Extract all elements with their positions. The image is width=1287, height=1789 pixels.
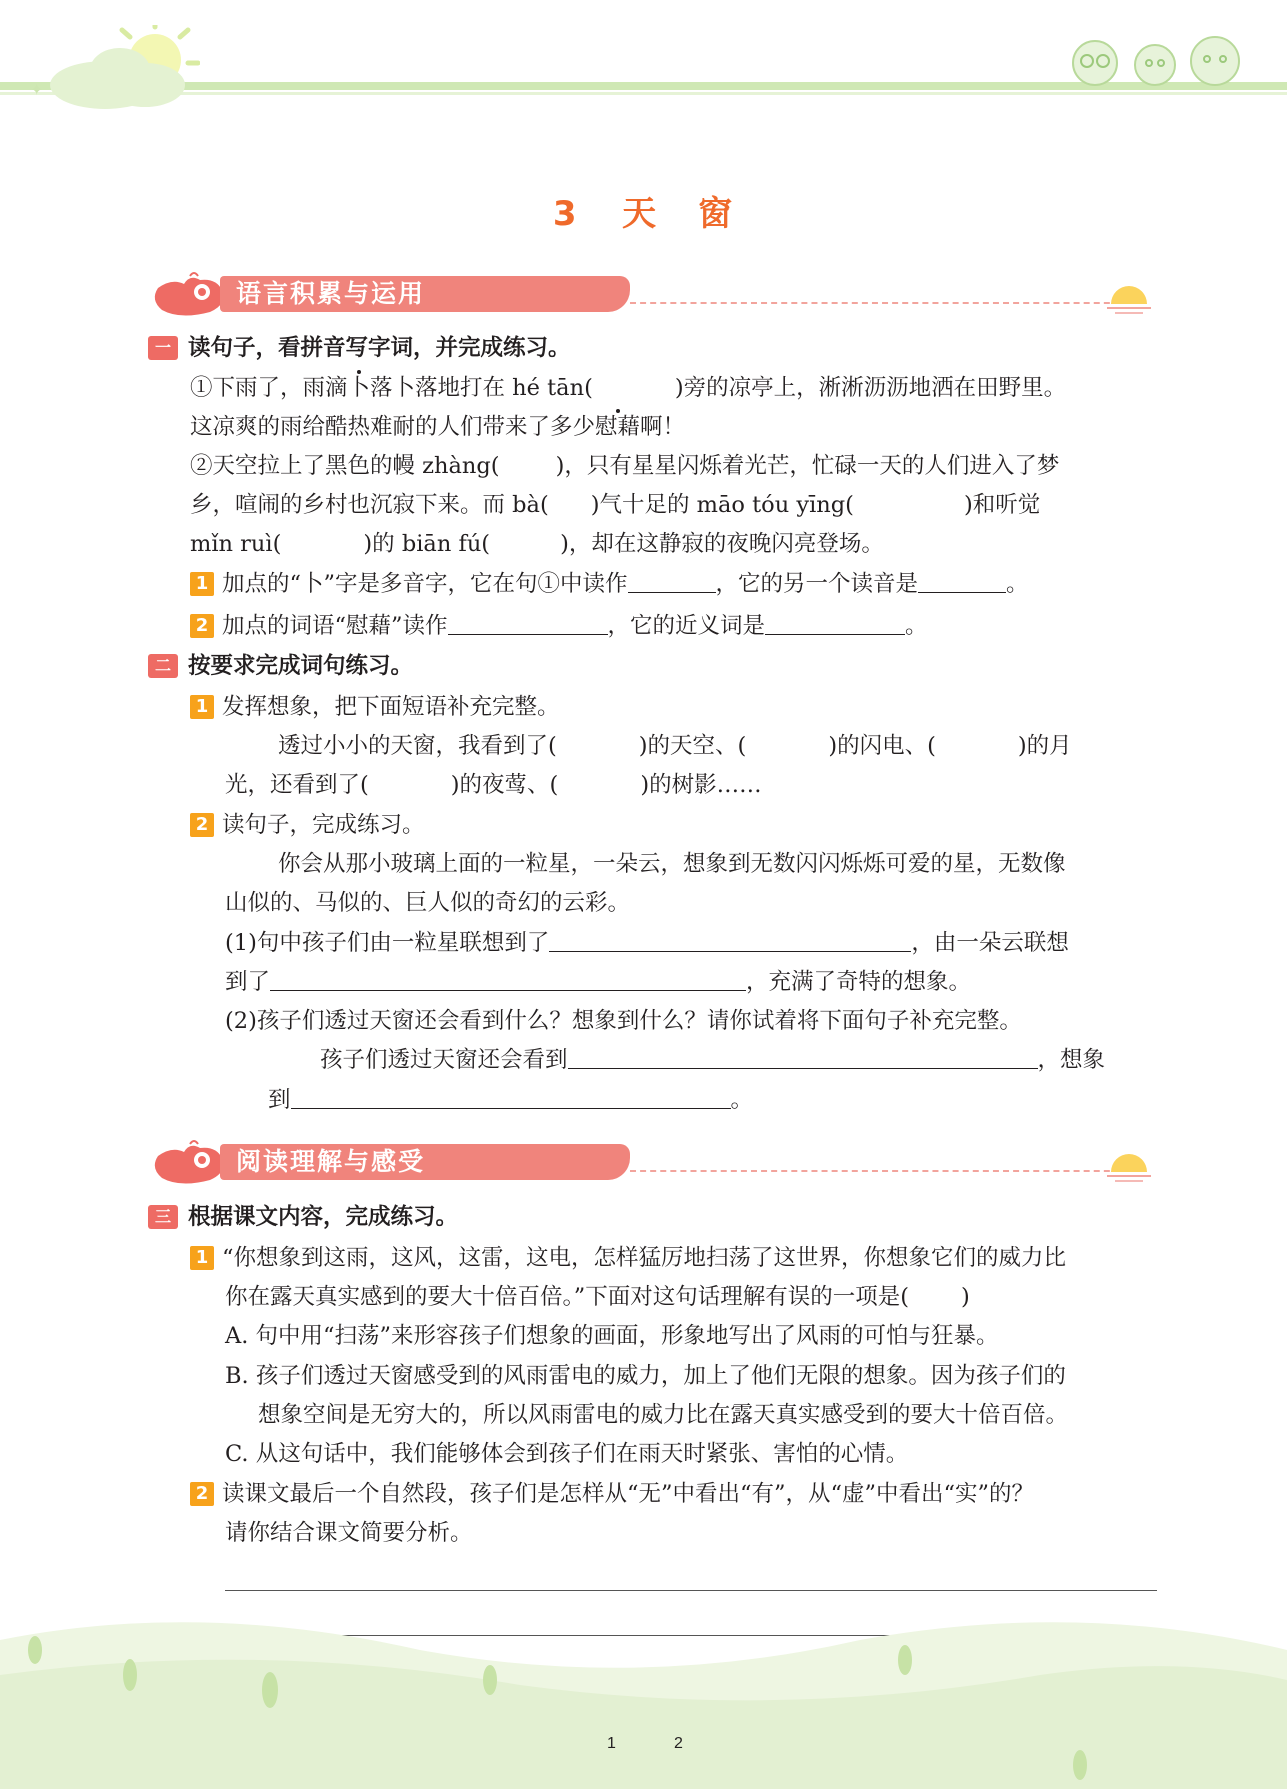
sunset-icon — [1105, 278, 1155, 318]
question-line: 你在露天真实感到的要大十倍百倍。”下面对这句话理解有误的一项是( ) — [225, 1284, 970, 1310]
exercise-line: 到 。 — [268, 1087, 754, 1113]
answer-blank[interactable] — [448, 614, 608, 635]
option-c[interactable]: C. 从这句话中，我们能够体会到孩子们在雨天时紧张、害怕的心情。 — [225, 1441, 909, 1467]
section-banner-2 — [150, 1138, 1160, 1194]
sub-number: 1 — [190, 1246, 214, 1270]
question-instruction: 根据课文内容，完成练习。 — [188, 1204, 459, 1230]
question-instruction: 读句子，看拼音写字词，并完成练习。 — [188, 335, 571, 361]
animal-faces-icon — [1055, 25, 1255, 90]
answer-blank[interactable] — [765, 614, 905, 635]
answer-blank[interactable] — [291, 1088, 731, 1109]
section-banner-1 — [150, 270, 1160, 326]
passage-line: ②天空拉上了黑色的幔 zhàng( )，只有星星闪烁着光芒，忙碌一天的人们进入了梦 — [190, 453, 1060, 479]
sub-number: 1 — [190, 695, 214, 719]
section-title-2: 阅读理解与感受 — [220, 1144, 630, 1180]
sub-number: 1 — [190, 572, 214, 596]
exercise-line: 光，还看到了( )的夜莺、( )的树影…… — [225, 772, 762, 798]
sub-question: 2 加点的词语“慰藉”读作 ，它的近义词是 。 — [190, 611, 928, 641]
whale-icon — [150, 270, 230, 322]
question-line: 请你结合课文简要分析。 — [225, 1520, 473, 1546]
sub-number: 2 — [190, 813, 214, 837]
question-1-header — [148, 333, 571, 363]
question-badge: 一 — [148, 336, 178, 360]
title-char-1: 天 — [622, 194, 659, 234]
sub-number: 2 — [190, 1482, 214, 1506]
sub-question: 1 加点的“卜”字是多音字，它在句①中读作 ，它的另一个读音是 。 — [190, 569, 1029, 599]
title-number: 3 — [552, 194, 579, 234]
sub-question: 2 读课文最后一个自然段，孩子们是怎样从“无”中看出“有”，从“虚”中看出“实”的？ — [190, 1479, 1034, 1509]
answer-blank[interactable] — [568, 1048, 1038, 1069]
passage-line: 这凉爽的雨给酷热难耐的人们带来了多少慰藉啊！ — [190, 414, 686, 440]
sub-question: 1 发挥想象，把下面短语补充完整。 — [190, 692, 560, 722]
banner-dash-line — [630, 1170, 1130, 1172]
exercise-line: 透过小小的天窗，我看到了( )的天空、( )的闪电、( )的月 — [278, 733, 1072, 759]
question-instruction: 按要求完成词句练习。 — [188, 653, 414, 679]
passage-line: mǐn ruì( )的 biān fú( )，却在这静寂的夜晚闪亮登场。 — [190, 531, 884, 557]
question-badge: 二 — [148, 654, 178, 678]
section-title-1: 语言积累与运用 — [220, 276, 630, 312]
option-a[interactable]: A. 句中用“扫荡”来形容孩子们想象的画面，形象地写出了风雨的可怕与狂暴。 — [225, 1323, 999, 1349]
svg-text:✦: ✦ — [30, 80, 44, 99]
answer-blank[interactable] — [549, 931, 911, 952]
page-number-left: 1 — [607, 1735, 616, 1752]
sunset-icon — [1105, 1146, 1155, 1186]
reading-line: 山似的、马似的、巨人似的奇幻的云彩。 — [225, 890, 631, 916]
option-b[interactable]: B. 孩子们透过天窗感受到的风雨雷电的威力，加上了他们无限的想象。因为孩子们的 — [225, 1363, 1066, 1389]
exercise-line: 到了 ，充满了奇特的想象。 — [225, 969, 972, 995]
exercise-line: 孩子们透过天窗还会看到 ，想象 — [320, 1047, 1106, 1073]
banner-dash-line — [630, 302, 1130, 304]
question-3-header — [148, 1202, 458, 1232]
question-2-header — [148, 651, 413, 681]
sub-question: 1 “你想象到这雨，这风，这雷，这电，怎样猛厉地扫荡了这世界，你想象它们的威力比 — [190, 1243, 1066, 1273]
reading-line: 你会从那小玻璃上面的一粒星，一朵云，想象到无数闪闪烁烁可爱的星，无数像 — [278, 851, 1066, 877]
passage-line: ①下雨了，雨滴卜落卜落地打在 hé tān( )旁的凉亭上，淅淅沥沥地洒在田野里。 — [190, 375, 1067, 401]
answer-blank[interactable] — [628, 572, 716, 593]
title-char-2: 窗 — [698, 194, 735, 234]
exercise-line: (1)句中孩子们由一粒星联想到了 ，由一朵云联想 — [225, 930, 1069, 956]
exercise-line: (2)孩子们透过天窗还会看到什么？想象到什么？请你试着将下面句子补充完整。 — [225, 1008, 1022, 1034]
hills-footer-icon — [0, 1580, 1287, 1789]
sun-cloud-icon — [20, 25, 200, 110]
whale-icon — [150, 1138, 230, 1190]
answer-blank[interactable] — [270, 970, 746, 991]
page-number-right: 2 — [674, 1735, 683, 1752]
answer-blank[interactable] — [918, 572, 1006, 593]
passage-line: 乡，喧闹的乡村也沉寂下来。而 bà( )气十足的 māo tóu yīng( )和听觉 — [190, 492, 1041, 518]
option-b-cont: 想象空间是无穷大的，所以风雨雷电的威力比在露天真实感受到的要大十倍百倍。 — [258, 1402, 1069, 1428]
question-badge: 三 — [148, 1205, 178, 1229]
page-title — [0, 186, 1287, 235]
sub-number: 2 — [190, 614, 214, 638]
sub-question: 2 读句子，完成练习。 — [190, 810, 425, 840]
